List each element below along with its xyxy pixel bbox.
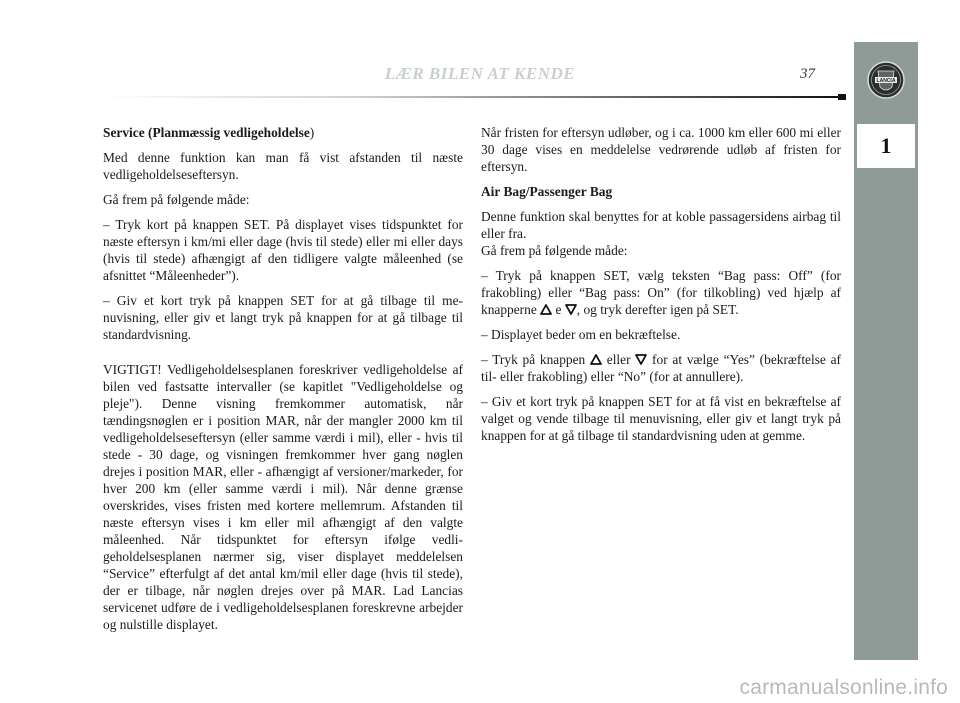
service-heading-text: Service (Planmæssig vedligeholdelse [103,125,310,140]
right-column [481,124,841,452]
airbag-step-3-text-b: eller [602,352,636,367]
airbag-step-1-text-c: , og tryk derefter igen på SET. [576,302,739,317]
service-procedure-label: Gå frem på følgende måde: [103,192,250,207]
airbag-step-2: – Displayet beder om en bekræftelse. [481,327,681,342]
service-expiry-text: Når fristen for eftersyn udløber, og i ca. 1000 km eller 600 mi eller 30 dage vises en meddelelse vedrørende udløb af fristen for eftersyn. [481,125,841,174]
airbag-step-3 [481,351,841,385]
airbag-procedure-label: Gå frem på følgende måde: [481,243,628,258]
airbag-intro: Denne funktion skal benyttes for at koble passagersidens airbag til eller fra. [481,209,841,241]
lancia-logo-icon [866,60,906,100]
left-column [103,124,463,641]
header-rule-end [838,94,846,100]
header-rule [103,96,843,98]
svg-text:LANCIA: LANCIA [876,78,896,84]
chapter-number: 1 [857,124,915,168]
page-number: 37 [800,66,815,82]
airbag-heading: Air Bag/Passenger Bag [481,184,613,199]
airbag-step-1-text-a: – Tryk på knappen SET, vælg teksten “Bag pass: Off” (for frakobling) eller “Bag pass: On” (for tilkobling) ved hjælp af knapperne [481,268,841,317]
service-heading [103,124,463,141]
service-step-1: – Tryk kort på knappen SET. På displayet vises tidspunktet for næste eftersyn i km/mi eller dage (hvis til stede) eller mi eller days (hvis til stede) afhængigt af den tidligere valgte måleenhed (se afsnittet “Måleenheder”). [103,217,463,283]
airbag-step-3-text-c: for at vælge “Yes” (bekræftelse af til- eller frakobling) eller “No” (for at annullere). [481,352,842,384]
down-triangle-icon [635,354,647,365]
up-triangle-icon [540,304,552,315]
service-heading-tail: ) [309,125,315,140]
airbag-step-1 [481,267,841,318]
service-important-note: VIGTIGT! Vedligeholdelsesplanen foreskriver vedligeholdelse af bilen ved fastsatte intervaller (se kapitlet "Vedligeholdelse og pleje"). Denne visning fremkommer automatisk, når tændingsnøglen er i position MAR, når der mangler 2000 km til vedligeholdelseseftersyn (eller samme værdi i mil), eller - hvis til stede - 30 dage, og visningen fremkommer hver gang nøglen drejes i position MAR, eller - afhængigt af versioner/markeder, for hver 200 km (eller samme værdi i mil). Når denne grænse overskrides, vises fristen med kortere mellemrum. Afstanden til næste eftersyn vises i km eller mil afhængigt af den valgte måleenhed. Når tidspunktet for eftersyn ifølge vedligeholdelsesplanen nærmer sig, viser displayet meddelelsen “Service” efterfulgt af det antal km/mil eller dage (hvis til stede), der er tilbage, når nøglen drejes over på MAR. Lad Lancias servicenet udføre de i vedligeholdelsesplanen foreskrevne arbejder og nulstille displayet. [103,362,463,632]
service-intro: Med denne funktion kan man få vist afstanden til næste vedligeholdelseseftersyn. [103,150,463,182]
airbag-step-3-text-a: – Tryk på knappen [481,352,591,367]
airbag-step-1-text-b: e [552,302,565,317]
airbag-step-4: – Giv et kort tryk på knappen SET for at få vist en bekræftelse af valget og vende tilbage til menuvisning, eller giv et langt tryk på knappen for at gå tilbage til standardvisning uden at gemme. [481,394,841,443]
up-triangle-icon [590,354,602,365]
down-triangle-icon [565,304,577,315]
running-head-title: LÆR BILEN AT KENDE [384,64,576,83]
watermark: carmanualsonline.info [739,676,948,699]
service-step-2: – Giv et kort tryk på knappen SET for at gå tilbage til menuvisning, eller giv et langt tryk på knappen for at gå tilbage til standardvisning. [103,293,463,342]
